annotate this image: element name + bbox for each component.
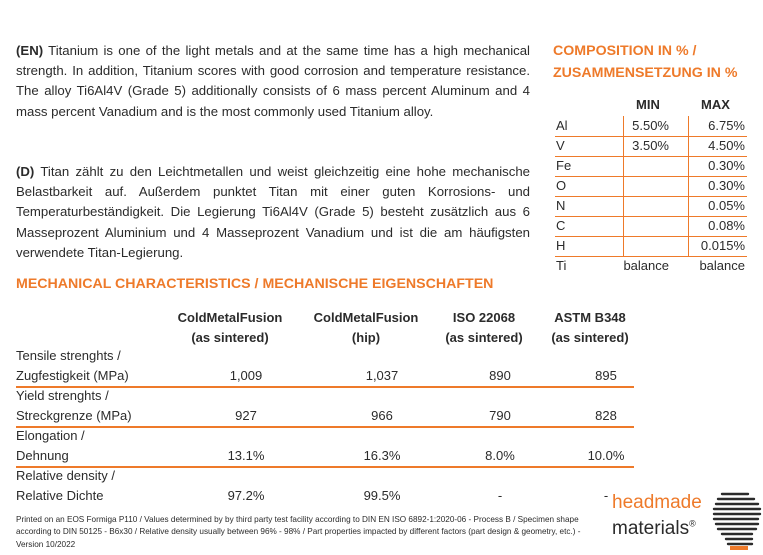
- cell-value: 895: [595, 368, 617, 383]
- composition-divider: [623, 236, 624, 256]
- composition-divider: [688, 196, 689, 216]
- mechanical-row-tensile: [16, 346, 634, 388]
- composition-max: 0.30%: [708, 158, 745, 173]
- row-label-line2: Streckgrenze (MPa): [16, 408, 132, 423]
- composition-row: [555, 236, 747, 257]
- composition-element: N: [556, 198, 566, 213]
- composition-divider: [623, 156, 624, 176]
- footnote: Printed on an EOS Formiga P110 / Values determined by by third party test facility according to DIN EN ISO 6892-1:2020-06 - Process B / Specimen shape according to DIN 50125 - B6x30 / Relative density usually between 96% - 98% / Part properties impacted by different factors (part design & geometry, etc.) - Version 10/2022: [16, 515, 581, 549]
- intro-de-text: Titan zählt zu den Leichtmetallen und weist gleichzeitig eine hohe mechanische Belastbarkeit auf. Außerdem punktet Titan mit einer guten Korrosions- und Temperaturbeständigkeit. Die Legierung Ti6Al4V (Grade 5) besteht zusätzlich aus 6 Masseprozent Aluminium und 4 Masseprozent Vanadium und ist die am häufigsten verwendete Titan-Legierung.: [16, 164, 530, 260]
- row-label: [16, 346, 129, 386]
- mechanical-row-yield: [16, 386, 634, 428]
- composition-row: [555, 156, 747, 177]
- composition-divider: [688, 216, 689, 236]
- cell-value: -: [603, 488, 609, 503]
- cell-value: 13.1%: [227, 448, 265, 463]
- composition-title: [553, 40, 737, 84]
- column-header-line2: (hip): [351, 330, 381, 345]
- row-label-line2: Zugfestigkeit (MPa): [16, 368, 129, 383]
- mechanical-row-density: [16, 466, 634, 506]
- cell-value: 97.2%: [227, 488, 265, 503]
- column-header-line1: ColdMetalFusion: [177, 310, 283, 325]
- composition-element: O: [556, 178, 567, 193]
- composition-max: balance: [699, 258, 745, 273]
- cell-value: 8.0%: [485, 448, 515, 463]
- composition-title-line2: ZUSAMMENSETZUNG IN %: [553, 65, 738, 81]
- column-header-line1: ColdMetalFusion: [313, 310, 419, 325]
- composition-divider: [688, 136, 689, 156]
- mechanical-row-elongation: [16, 426, 634, 468]
- composition-max: 0.015%: [700, 238, 745, 253]
- intro-en-text: Titanium is one of the light metals and at the same time has a high mechanical strength. In addition, Titanium scores with good corrosion and temperature resistance. The alloy Ti6Al4V (Grade 5) additionally consists of 6 mass percent Aluminum and 4 mass percent Vanadium and is the most commonly used Titanium alloy.: [16, 43, 530, 119]
- column-header-cmf-sintered: [160, 308, 300, 348]
- cell-value: 966: [371, 408, 393, 423]
- cell-value: 99.5%: [363, 488, 401, 503]
- row-label-line1: Relative density /: [16, 468, 115, 483]
- row-label: [16, 426, 85, 466]
- composition-row: [555, 176, 747, 197]
- intro-en-paragraph: [16, 41, 530, 122]
- cell-value: 10.0%: [587, 448, 625, 463]
- composition-divider: [623, 136, 624, 156]
- logo-line2: [612, 518, 696, 540]
- composition-min: balance: [623, 258, 669, 273]
- composition-max: 4.50%: [708, 138, 745, 153]
- composition-element: Al: [556, 118, 568, 133]
- composition-max: 0.30%: [708, 178, 745, 193]
- composition-max: 6.75%: [708, 118, 745, 133]
- column-header-line1: ASTM B348: [554, 310, 626, 325]
- column-header-line2: (as sintered): [191, 330, 269, 345]
- composition-divider: [688, 236, 689, 256]
- intro-de-tag: (D): [16, 164, 35, 179]
- composition-divider: [688, 156, 689, 176]
- row-label-line1: Elongation /: [16, 428, 85, 443]
- composition-max: 0.05%: [708, 198, 745, 213]
- column-header-line1: ISO 22068: [452, 310, 516, 325]
- composition-element: Fe: [556, 158, 572, 173]
- composition-max: 0.08%: [708, 218, 745, 233]
- composition-element: Ti: [556, 258, 567, 273]
- row-label-line1: Tensile strenghts /: [16, 348, 121, 363]
- cell-value: 1,037: [365, 368, 399, 383]
- cell-value: 16.3%: [363, 448, 401, 463]
- composition-element: C: [556, 218, 566, 233]
- composition-title-line1: COMPOSITION IN % /: [553, 43, 697, 59]
- composition-row: [555, 116, 747, 137]
- composition-row: [555, 136, 747, 157]
- composition-row: [555, 256, 747, 276]
- cell-value: 927: [235, 408, 257, 423]
- composition-row: [555, 216, 747, 237]
- composition-divider: [623, 116, 624, 136]
- cell-value: -: [497, 488, 503, 503]
- composition-divider: [688, 176, 689, 196]
- mechanical-title: MECHANICAL CHARACTERISTICS / MECHANISCHE EIGENSCHAFTEN: [16, 276, 494, 292]
- row-label-line1: Yield strenghts /: [16, 388, 109, 403]
- cell-value: 828: [595, 408, 617, 423]
- composition-row: [555, 196, 747, 217]
- intro-en-tag: (EN): [16, 43, 44, 58]
- row-label-line2: Relative Dichte: [16, 488, 104, 503]
- logo-line2-text: materials: [612, 518, 690, 539]
- composition-divider: [688, 116, 689, 136]
- composition-divider: [623, 216, 624, 236]
- column-header-line2: (as sintered): [445, 330, 523, 345]
- composition-min: 5.50%: [632, 118, 669, 133]
- row-label: [16, 466, 115, 506]
- intro-de-paragraph: [16, 162, 530, 263]
- cell-value: 1,009: [229, 368, 263, 383]
- row-label: [16, 386, 132, 426]
- column-header-line2: (as sintered): [551, 330, 629, 345]
- composition-element: V: [556, 138, 565, 153]
- cell-value: 790: [489, 408, 511, 423]
- logo-registered-mark: ®: [689, 518, 696, 529]
- composition-divider: [623, 196, 624, 216]
- composition-element: H: [556, 238, 566, 253]
- head-profile-icon: [708, 488, 762, 550]
- composition-min: 3.50%: [632, 138, 669, 153]
- composition-divider: [623, 176, 624, 196]
- logo-line1: headmade: [612, 492, 702, 513]
- composition-max-header: MAX: [701, 97, 730, 112]
- composition-min-header: MIN: [636, 97, 660, 112]
- column-header-astm: [520, 308, 660, 348]
- cell-value: 890: [489, 368, 511, 383]
- row-label-line2: Dehnung: [16, 448, 69, 463]
